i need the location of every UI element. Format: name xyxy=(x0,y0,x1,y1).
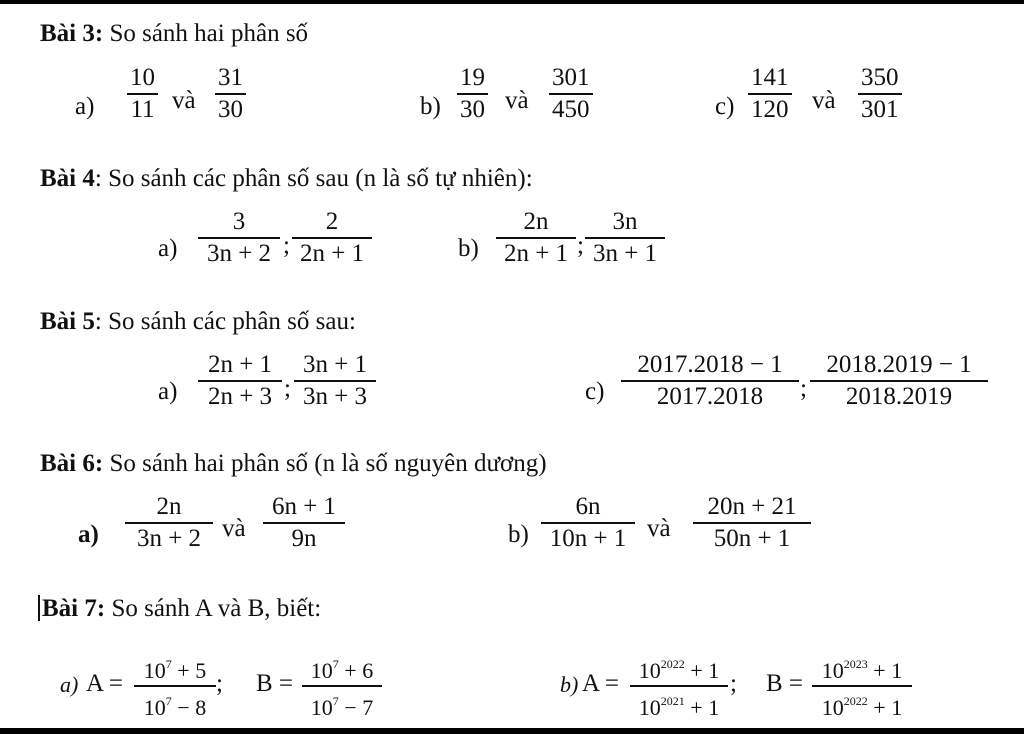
bai5-a-fraction-1 xyxy=(198,350,282,412)
bai3-heading xyxy=(40,20,308,48)
bai7-b-A-prefix: A = xyxy=(582,670,620,697)
bai5-a-separator: ; xyxy=(284,375,291,402)
exponent: 2021 xyxy=(660,693,685,708)
bai3-b-label: b) xyxy=(420,93,441,120)
bai5-heading xyxy=(40,308,356,336)
numerator: 350 xyxy=(861,64,899,91)
denominator: 120 xyxy=(751,95,789,123)
bai7-a-label: a) xyxy=(60,672,79,697)
rest: + 1 xyxy=(867,694,903,720)
exponent: 2022 xyxy=(843,693,868,708)
bai4-a-separator: ; xyxy=(283,232,290,259)
bai7-a-B-fraction xyxy=(302,650,382,722)
denominator: 3n + 1 xyxy=(592,239,658,267)
numerator: 6n + 1 xyxy=(271,493,337,520)
denominator: 2n + 1 xyxy=(299,239,365,267)
bai4-a-fraction-2 xyxy=(292,207,372,269)
base: 10 xyxy=(143,694,166,720)
bai7-heading xyxy=(42,595,321,623)
rest: + 5 xyxy=(171,658,207,683)
denominator: 50n + 1 xyxy=(713,524,791,552)
base: 10 xyxy=(310,658,333,683)
bai7-a-separator: ; xyxy=(216,670,223,697)
bai6-b-fraction-2 xyxy=(693,492,811,554)
denominator: 3n + 2 xyxy=(136,524,202,552)
bai7-b-B-fraction xyxy=(812,650,912,722)
numerator: 10 xyxy=(130,64,155,91)
base: 10 xyxy=(821,658,844,683)
exponent: 7 xyxy=(332,657,339,671)
bai7-a-A-fraction xyxy=(134,650,216,722)
bai6-a-fraction-1 xyxy=(125,492,213,554)
bai4-b-separator: ; xyxy=(577,232,584,259)
denominator xyxy=(636,687,722,722)
bai7-heading-text: So sánh A và B, biết: xyxy=(111,595,322,622)
bai5-c-label: c) xyxy=(585,378,605,405)
bai3-b-fraction-1 xyxy=(457,63,488,125)
denominator: 2n + 3 xyxy=(207,382,273,410)
bai7-b-B-prefix: B = xyxy=(766,670,804,697)
numerator: 20n + 21 xyxy=(707,493,797,520)
denominator: 30 xyxy=(218,95,243,123)
numerator: 2n xyxy=(156,493,182,520)
bai6-heading-text: So sánh hai phân số (n là số nguyên dương) xyxy=(109,450,547,477)
base: 10 xyxy=(638,658,661,683)
denominator xyxy=(308,687,376,722)
bai5-a-fraction-2 xyxy=(294,350,376,412)
bai6-a-label: a) xyxy=(78,521,99,548)
bai3-b-va: và xyxy=(505,87,529,114)
exponent: 2022 xyxy=(660,657,685,671)
bai4-heading xyxy=(40,165,533,193)
bai7-b-label: b) xyxy=(560,672,579,697)
bai7-a-B-prefix: B = xyxy=(256,670,294,697)
numerator: 19 xyxy=(460,64,485,91)
numerator: 2018.2019 − 1 xyxy=(826,351,972,378)
denominator xyxy=(141,687,209,722)
text-cursor xyxy=(38,595,40,621)
bai7-heading-label: Bài 7: xyxy=(42,595,106,622)
bai3-c-va: và xyxy=(812,87,836,114)
numerator: 301 xyxy=(552,64,590,91)
bai3-c-label: c) xyxy=(715,93,735,120)
numerator: 2 xyxy=(325,208,339,235)
base: 10 xyxy=(310,694,333,720)
rest: + 1 xyxy=(684,658,720,683)
bai4-heading-text: : So sánh các phân số sau (n là số tự nhiên): xyxy=(94,165,533,192)
bai3-c-fraction-1 xyxy=(748,63,792,125)
numerator: 141 xyxy=(751,64,789,91)
denominator: 30 xyxy=(460,95,485,123)
denominator: 11 xyxy=(130,95,155,123)
denominator: 2n + 1 xyxy=(503,239,569,267)
bottom-border xyxy=(0,728,1024,734)
bai3-c-fraction-2 xyxy=(858,63,902,125)
numerator xyxy=(308,650,376,685)
bai6-b-va: và xyxy=(647,515,671,542)
bai6-a-fraction-2 xyxy=(263,492,345,554)
rest: + 1 xyxy=(684,694,720,720)
numerator xyxy=(636,650,722,685)
exponent: 7 xyxy=(165,693,172,708)
bai4-heading-label: Bài 4 xyxy=(40,165,95,192)
numerator: 2017.2018 − 1 xyxy=(637,351,783,378)
exponent: 7 xyxy=(332,693,339,708)
bai5-a-label: a) xyxy=(158,378,178,405)
numerator: 6n xyxy=(575,493,601,520)
denominator: 2017.2018 xyxy=(656,382,764,410)
bai3-heading-label: Bài 3: xyxy=(40,20,104,47)
bai6-b-fraction-1 xyxy=(541,492,635,554)
rest: + 6 xyxy=(338,658,374,683)
bai3-a-label: a) xyxy=(75,93,95,120)
numerator: 3 xyxy=(232,208,246,235)
denominator: 3n + 3 xyxy=(302,382,368,410)
bai7-b-A-fraction xyxy=(630,650,728,722)
base: 10 xyxy=(821,694,844,720)
bai4-b-fraction-1 xyxy=(496,207,576,269)
numerator: 3n xyxy=(612,208,638,235)
bai6-heading-label: Bài 6: xyxy=(40,450,104,477)
bai5-c-fraction-1 xyxy=(621,350,799,412)
rest: + 1 xyxy=(867,658,903,683)
numerator xyxy=(141,650,209,685)
bai3-b-fraction-2 xyxy=(549,63,593,125)
denominator xyxy=(819,687,905,722)
bai3-a-fraction-1 xyxy=(127,63,158,125)
bai5-heading-text: : So sánh các phân số sau: xyxy=(94,308,356,335)
numerator xyxy=(819,650,905,685)
rest: − 8 xyxy=(171,694,207,720)
denominator: 9n xyxy=(291,524,317,552)
base: 10 xyxy=(143,658,166,683)
bai4-a-fraction-1 xyxy=(198,207,280,269)
bai5-c-separator: ; xyxy=(800,375,807,402)
bai6-heading xyxy=(40,450,547,478)
numerator: 3n + 1 xyxy=(302,351,368,378)
bai3-heading-text: So sánh hai phân số xyxy=(109,20,309,47)
denominator: 450 xyxy=(552,95,590,123)
denominator: 301 xyxy=(861,95,899,123)
bai4-b-label: b) xyxy=(458,235,479,262)
numerator: 31 xyxy=(218,64,243,91)
denominator: 10n + 1 xyxy=(549,524,627,552)
base: 10 xyxy=(638,694,661,720)
rest: − 7 xyxy=(338,694,374,720)
bai4-a-label: a) xyxy=(158,235,178,262)
exponent: 2023 xyxy=(843,657,868,671)
bai5-heading-label: Bài 5 xyxy=(40,308,95,335)
bai5-c-fraction-2 xyxy=(810,350,988,412)
bai6-b-label: b) xyxy=(508,521,529,548)
numerator: 2n + 1 xyxy=(207,351,273,378)
bai7-a-A-prefix: A = xyxy=(86,670,124,697)
top-border xyxy=(0,0,1024,4)
bai7-b-separator: ; xyxy=(730,670,737,697)
exponent: 7 xyxy=(165,657,172,671)
denominator: 3n + 2 xyxy=(206,239,272,267)
denominator: 2018.2019 xyxy=(845,382,953,410)
bai3-a-va: và xyxy=(172,87,196,114)
bai3-a-fraction-2 xyxy=(215,63,246,125)
bai4-b-fraction-2 xyxy=(585,207,665,269)
numerator: 2n xyxy=(523,208,549,235)
bai6-a-va: và xyxy=(222,515,246,542)
